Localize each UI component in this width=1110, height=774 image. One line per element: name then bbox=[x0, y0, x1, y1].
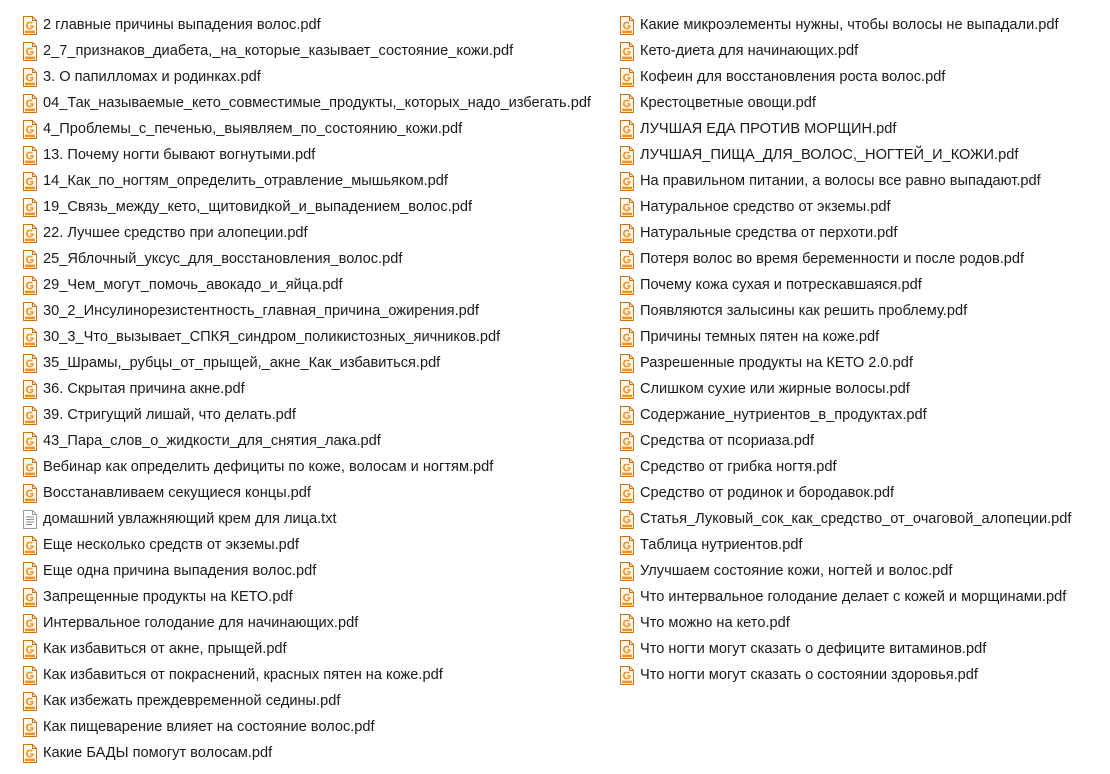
file-name: Кето-диета для начинающих.pdf bbox=[640, 43, 859, 59]
pdf-file-icon bbox=[22, 42, 38, 61]
file-item[interactable] bbox=[22, 116, 591, 142]
file-item[interactable] bbox=[619, 142, 1071, 168]
file-name: Что можно на кето.pdf bbox=[640, 615, 790, 631]
file-name: 19_Связь_между_кето,_щитовидкой_и_выпадением_волос.pdf bbox=[43, 199, 473, 215]
file-name: На правильном питании, а волосы все равно выпадают.pdf bbox=[640, 173, 1041, 189]
pdf-file-icon bbox=[619, 536, 635, 555]
pdf-file-icon bbox=[22, 744, 38, 763]
pdf-file-icon bbox=[22, 458, 38, 477]
file-item[interactable] bbox=[22, 168, 591, 194]
file-name: 30_3_Что_вызывает_СПКЯ_синдром_поликистозных_яичников.pdf bbox=[43, 329, 501, 345]
pdf-file-icon bbox=[619, 484, 635, 503]
pdf-file-icon bbox=[22, 432, 38, 451]
pdf-file-icon bbox=[619, 510, 635, 529]
file-name: Разрешенные продукты на КЕТО 2.0.pdf bbox=[640, 355, 913, 371]
file-item[interactable] bbox=[619, 532, 1071, 558]
file-name: Какие БАДЫ помогут волосам.pdf bbox=[43, 745, 273, 761]
file-item[interactable] bbox=[619, 116, 1071, 142]
file-item[interactable] bbox=[22, 376, 591, 402]
file-item[interactable] bbox=[22, 610, 591, 636]
pdf-file-icon bbox=[619, 172, 635, 191]
pdf-file-icon bbox=[22, 68, 38, 87]
pdf-file-icon bbox=[619, 458, 635, 477]
pdf-file-icon bbox=[22, 692, 38, 711]
file-name: Причины темных пятен на коже.pdf bbox=[640, 329, 880, 345]
file-item[interactable] bbox=[22, 532, 591, 558]
file-name: Как избавиться от акне, прыщей.pdf bbox=[43, 641, 287, 657]
file-item[interactable] bbox=[619, 12, 1071, 38]
file-item[interactable] bbox=[619, 64, 1071, 90]
file-item[interactable] bbox=[22, 428, 591, 454]
pdf-file-icon bbox=[22, 146, 38, 165]
pdf-file-icon bbox=[619, 380, 635, 399]
pdf-file-icon bbox=[22, 302, 38, 321]
pdf-file-icon bbox=[619, 640, 635, 659]
file-item[interactable] bbox=[22, 740, 591, 766]
file-name: 2_7_признаков_диабета,_на_которые_казывает_состояние_кожи.pdf bbox=[43, 43, 514, 59]
pdf-file-icon bbox=[22, 328, 38, 347]
pdf-file-icon bbox=[22, 276, 38, 295]
file-name: Средство от грибка ногтя.pdf bbox=[640, 459, 837, 475]
file-item[interactable] bbox=[22, 12, 591, 38]
pdf-file-icon bbox=[22, 588, 38, 607]
pdf-file-icon bbox=[619, 276, 635, 295]
file-item[interactable] bbox=[619, 636, 1071, 662]
file-item[interactable] bbox=[22, 480, 591, 506]
file-column-right bbox=[619, 12, 1071, 688]
file-name: Содержание_нутриентов_в_продуктах.pdf bbox=[640, 407, 927, 423]
pdf-file-icon bbox=[22, 172, 38, 191]
file-name: 14_Как_по_ногтям_определить_отравление_мышьяком.pdf bbox=[43, 173, 448, 189]
file-item[interactable] bbox=[619, 220, 1071, 246]
file-name: Какие микроэлементы нужны, чтобы волосы не выпадали.pdf bbox=[640, 17, 1059, 33]
file-name: Натуральные средства от перхоти.pdf bbox=[640, 225, 898, 241]
file-name: 43_Пара_слов_о_жидкости_для_снятия_лака.pdf bbox=[43, 433, 381, 449]
file-item[interactable] bbox=[22, 662, 591, 688]
file-item[interactable] bbox=[619, 662, 1071, 688]
file-name: Потеря волос во время беременности и после родов.pdf bbox=[640, 251, 1025, 267]
pdf-file-icon bbox=[619, 198, 635, 217]
file-item[interactable] bbox=[22, 220, 591, 246]
file-name: Запрещенные продукты на КЕТО.pdf bbox=[43, 589, 293, 605]
pdf-file-icon bbox=[22, 614, 38, 633]
pdf-file-icon bbox=[22, 562, 38, 581]
pdf-file-icon bbox=[619, 562, 635, 581]
file-item[interactable] bbox=[22, 298, 591, 324]
file-name: Как пищеварение влияет на состояние волос.pdf bbox=[43, 719, 375, 735]
file-item[interactable] bbox=[22, 714, 591, 740]
pdf-file-icon bbox=[619, 68, 635, 87]
file-item[interactable] bbox=[619, 506, 1071, 532]
file-name: Восстанавливаем секущиеся концы.pdf bbox=[43, 485, 311, 501]
file-name: домашний увлажняющий крем для лица.txt bbox=[43, 511, 337, 527]
file-name: Почему кожа сухая и потрескавшаяся.pdf bbox=[640, 277, 922, 293]
file-item[interactable] bbox=[619, 90, 1071, 116]
file-name: 25_Яблочный_уксус_для_восстановления_волос.pdf bbox=[43, 251, 403, 267]
pdf-file-icon bbox=[619, 146, 635, 165]
pdf-file-icon bbox=[619, 406, 635, 425]
file-name: Интервальное голодание для начинающих.pdf bbox=[43, 615, 359, 631]
pdf-file-icon bbox=[619, 120, 635, 139]
file-name: 39. Стригущий лишай, что делать.pdf bbox=[43, 407, 296, 423]
file-item[interactable] bbox=[619, 168, 1071, 194]
file-item[interactable] bbox=[22, 584, 591, 610]
file-name: Еще несколько средств от экземы.pdf bbox=[43, 537, 299, 553]
file-name: Появляются залысины как решить проблему.pdf bbox=[640, 303, 968, 319]
file-item[interactable] bbox=[619, 402, 1071, 428]
file-name: Еще одна причина выпадения волос.pdf bbox=[43, 563, 317, 579]
pdf-file-icon bbox=[619, 588, 635, 607]
file-item[interactable] bbox=[619, 558, 1071, 584]
file-item[interactable] bbox=[619, 480, 1071, 506]
file-item[interactable] bbox=[22, 454, 591, 480]
file-item[interactable] bbox=[619, 298, 1071, 324]
file-name: Натуральное средство от экземы.pdf bbox=[640, 199, 891, 215]
file-item[interactable] bbox=[22, 636, 591, 662]
file-item[interactable] bbox=[619, 246, 1071, 272]
pdf-file-icon bbox=[619, 250, 635, 269]
pdf-file-icon bbox=[619, 328, 635, 347]
file-item[interactable] bbox=[22, 194, 591, 220]
file-name: 35_Шрамы,_рубцы_от_прыщей,_акне_Как_избавиться.pdf bbox=[43, 355, 441, 371]
pdf-file-icon bbox=[619, 354, 635, 373]
file-item[interactable] bbox=[619, 454, 1071, 480]
file-item[interactable] bbox=[22, 324, 591, 350]
pdf-file-icon bbox=[22, 120, 38, 139]
file-item[interactable] bbox=[22, 246, 591, 272]
file-column-left bbox=[22, 12, 591, 766]
file-name: Что интервальное голодание делает с кожей и морщинами.pdf bbox=[640, 589, 1067, 605]
file-item[interactable] bbox=[22, 402, 591, 428]
file-name: 13. Почему ногти бывают вогнутыми.pdf bbox=[43, 147, 316, 163]
file-item[interactable] bbox=[619, 350, 1071, 376]
file-item[interactable] bbox=[619, 38, 1071, 64]
pdf-file-icon bbox=[22, 380, 38, 399]
file-name: ЛУЧШАЯ ЕДА ПРОТИВ МОРЩИН.pdf bbox=[640, 121, 897, 137]
pdf-file-icon bbox=[22, 94, 38, 113]
file-name: Что ногти могут сказать о дефиците витаминов.pdf bbox=[640, 641, 987, 657]
file-item[interactable] bbox=[22, 272, 591, 298]
pdf-file-icon bbox=[619, 224, 635, 243]
pdf-file-icon bbox=[22, 484, 38, 503]
file-item[interactable] bbox=[22, 38, 591, 64]
pdf-file-icon bbox=[619, 16, 635, 35]
file-item[interactable] bbox=[22, 350, 591, 376]
file-item[interactable] bbox=[619, 324, 1071, 350]
file-name: Статья_Луковый_сок_как_средство_от_очаговой_алопеции.pdf bbox=[640, 511, 1072, 527]
file-name: 30_2_Инсулинорезистентность_главная_причина_ожирения.pdf bbox=[43, 303, 479, 319]
file-name: Как избавиться от покраснений, красных пятен на коже.pdf bbox=[43, 667, 443, 683]
pdf-file-icon bbox=[22, 666, 38, 685]
file-name: Средство от родинок и бородавок.pdf bbox=[640, 485, 895, 501]
pdf-file-icon bbox=[22, 354, 38, 373]
pdf-file-icon bbox=[22, 16, 38, 35]
file-item[interactable] bbox=[619, 272, 1071, 298]
file-name: 3. О папилломах и родинках.pdf bbox=[43, 69, 261, 85]
file-item[interactable] bbox=[22, 506, 591, 532]
file-name: Крестоцветные овощи.pdf bbox=[640, 95, 816, 111]
pdf-file-icon bbox=[22, 536, 38, 555]
file-name: Как избежать преждевременной седины.pdf bbox=[43, 693, 341, 709]
file-name: Таблица нутриентов.pdf bbox=[640, 537, 803, 553]
pdf-file-icon bbox=[22, 198, 38, 217]
file-item[interactable] bbox=[619, 610, 1071, 636]
pdf-file-icon bbox=[22, 250, 38, 269]
pdf-file-icon bbox=[22, 718, 38, 737]
pdf-file-icon bbox=[619, 432, 635, 451]
file-name: 36. Скрытая причина акне.pdf bbox=[43, 381, 245, 397]
file-item[interactable] bbox=[619, 194, 1071, 220]
file-item[interactable] bbox=[22, 558, 591, 584]
pdf-file-icon bbox=[22, 406, 38, 425]
file-name: 4_Проблемы_с_печенью,_выявляем_по_состоянию_кожи.pdf bbox=[43, 121, 463, 137]
file-name: 2 главные причины выпадения волос.pdf bbox=[43, 17, 321, 33]
file-name: Улучшаем состояние кожи, ногтей и волос.pdf bbox=[640, 563, 953, 579]
pdf-file-icon bbox=[619, 302, 635, 321]
file-item[interactable] bbox=[22, 90, 591, 116]
pdf-file-icon bbox=[619, 42, 635, 61]
file-name: 22. Лучшее средство при алопеции.pdf bbox=[43, 225, 308, 241]
file-item[interactable] bbox=[22, 688, 591, 714]
pdf-file-icon bbox=[619, 666, 635, 685]
file-name: Вебинар как определить дефициты по коже, волосам и ногтям.pdf bbox=[43, 459, 494, 475]
pdf-file-icon bbox=[619, 614, 635, 633]
pdf-file-icon bbox=[22, 640, 38, 659]
file-item[interactable] bbox=[619, 584, 1071, 610]
txt-file-icon bbox=[22, 510, 38, 529]
file-name: ЛУЧШАЯ_ПИЩА_ДЛЯ_ВОЛОС,_НОГТЕЙ_И_КОЖИ.pdf bbox=[640, 147, 1019, 163]
file-name: Кофеин для восстановления роста волос.pdf bbox=[640, 69, 946, 85]
file-name: Слишком сухие или жирные волосы.pdf bbox=[640, 381, 910, 397]
file-name: 29_Чем_могут_помочь_авокадо_и_яйца.pdf bbox=[43, 277, 343, 293]
file-name: 04_Так_называемые_кето_совместимые_продукты,_которых_надо_избегать.pdf bbox=[43, 95, 591, 111]
pdf-file-icon bbox=[619, 94, 635, 113]
file-item[interactable] bbox=[22, 64, 591, 90]
file-item[interactable] bbox=[619, 376, 1071, 402]
file-item[interactable] bbox=[22, 142, 591, 168]
pdf-file-icon bbox=[22, 224, 38, 243]
file-name: Что ногти могут сказать о состоянии здоровья.pdf bbox=[640, 667, 978, 683]
file-name: Средства от псориаза.pdf bbox=[640, 433, 815, 449]
file-item[interactable] bbox=[619, 428, 1071, 454]
